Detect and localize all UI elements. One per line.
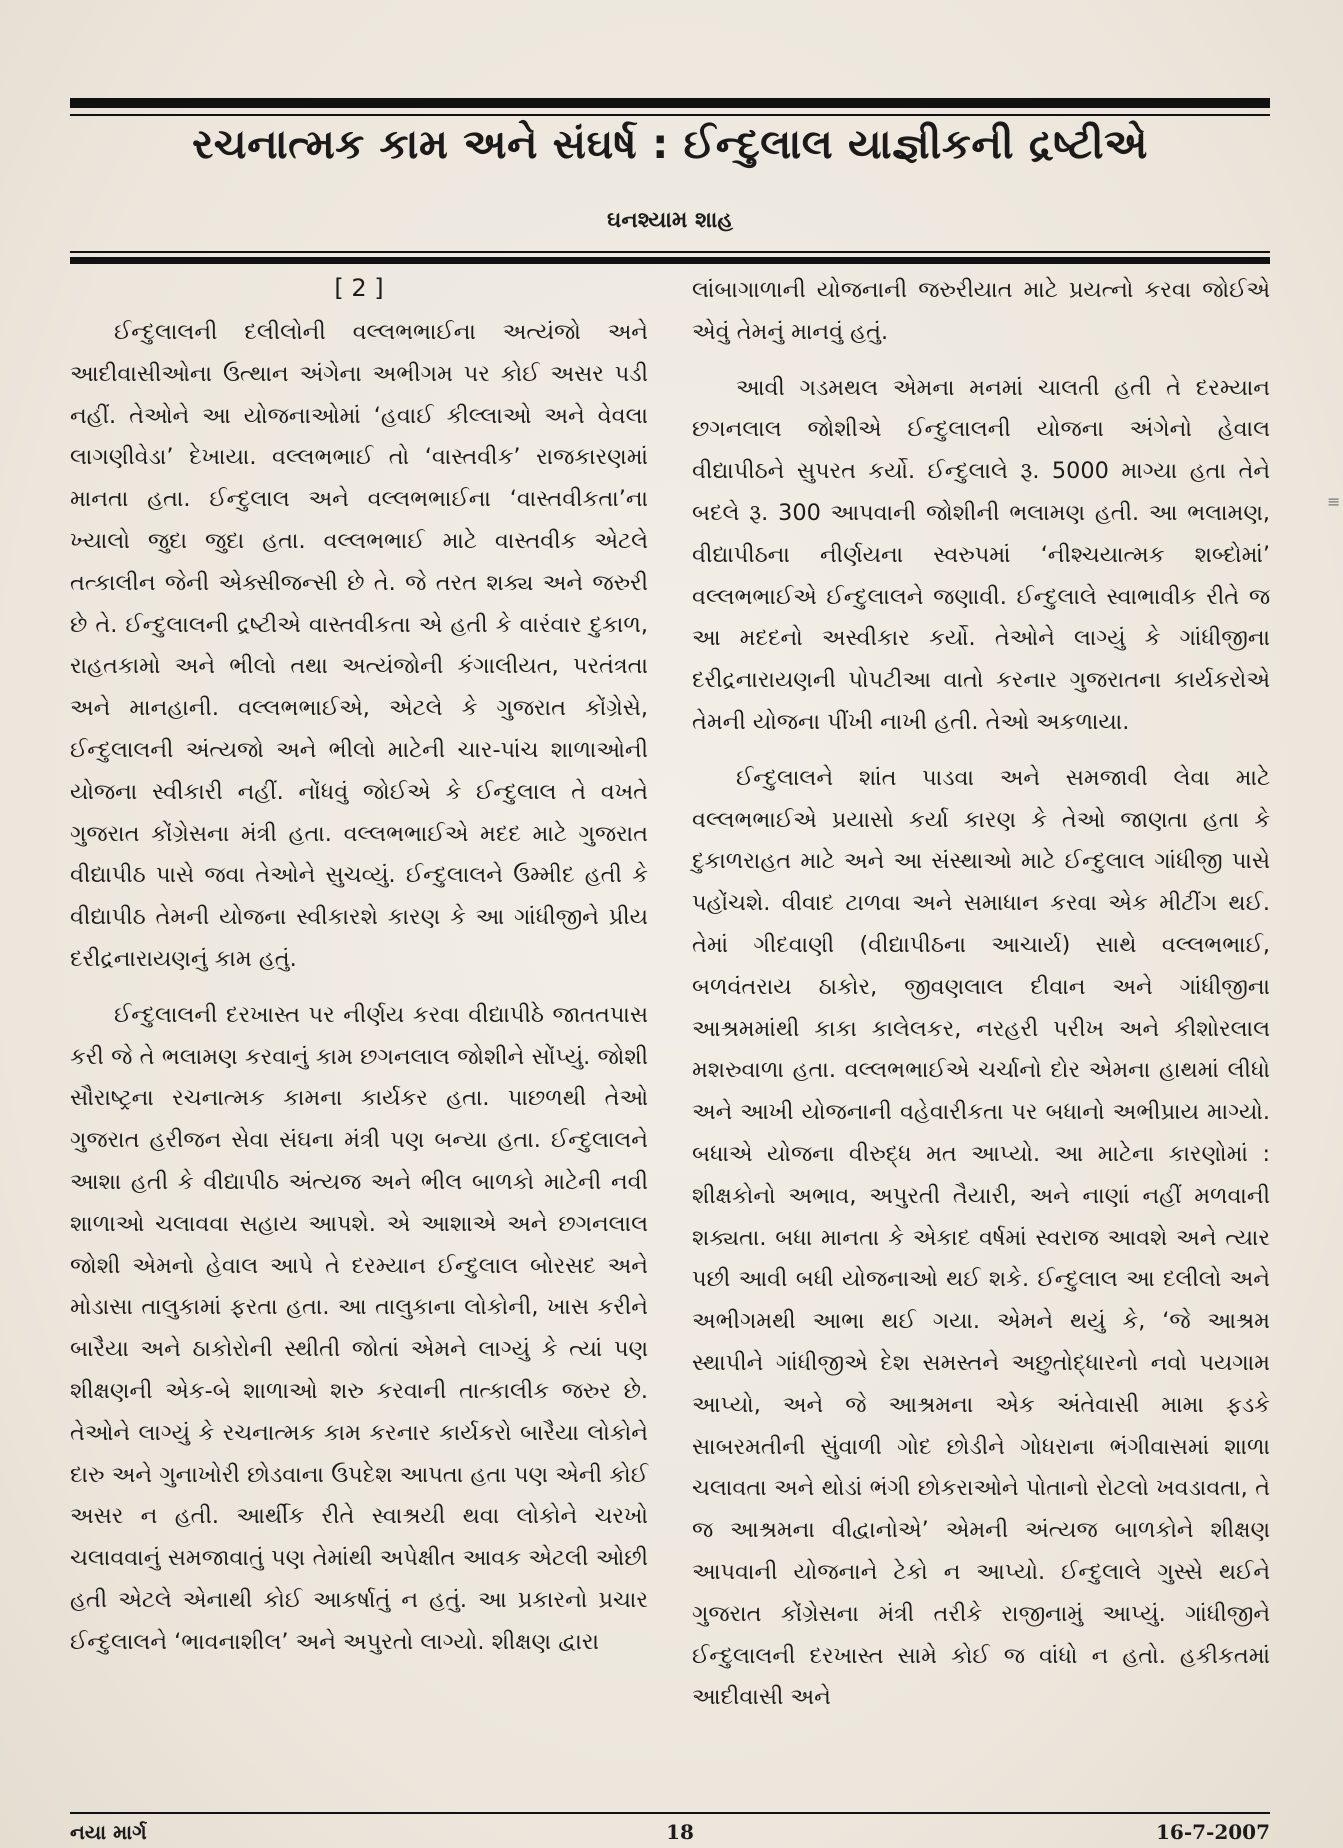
left-paragraph-1: ઈન્દુલાલની દલીલોની વલ્લભભાઈના અત્યંજો અને આદીવાસીઓના ઉત્થાન અંગેના અભીગમ પર કોઈ અસર પડી નહીં. તેઓને આ યોજનાઓમાં ‘હવાઈ કીલ્લાઓ અને વેવલા લાગણીવેડા’ દેખાયા. વલ્લભભાઈ તો ‘વાસ્તવીક’ રાજકારણમાં માનતા હતા. ઈન્દુલાલ અને વલ્લભભાઈના ‘વાસ્તવીકતા’ના ખ્યાલો જુદા જુદા હતા. વલ્લભભાઈ માટે વાસ્તવીક એટલે તત્કાલીન જેની એક્સીજન્સી છે તે. જે તરત શક્ય અને જરુરી છે તે. ઈન્દુલાલની દ્રષ્ટીએ વાસ્તવીકતા એ હતી કે વારંવાર દુકાળ, રાહતકામો અને ભીલો તથા અત્યંજોની કંગાલીયત, પરતંત્રતા અને માનહાની. વલ્લભભાઈએ, એટલે કે ગુજરાત કોંગ્રેસે, ઈન્દુલાલની અંત્યજો અને ભીલો માટેની ચાર-પાંચ શાળાઓની યોજના સ્વીકારી નહીં. નોંધવું જોઈએ કે ઈન્દુલાલ તે વખતે ગુજરાત કોંગ્રેસના મંત્રી હતા. વલ્લભભાઈએ મદદ માટે ગુજરાત વીદ્યાપીઠ પાસે જવા તેઓને સુચવ્યું. ઈન્દુલાલને ઉમ્મીદ હતી કે વીદ્યાપીઠ તેમની યોજના સ્વીકારશે કારણ કે આ ગાંધીજીને પ્રીય દરીદ્રનારાયણનું કામ હતું.	[70, 319, 648, 972]
right-column	[692, 270, 1270, 1733]
top-thin-rule	[70, 114, 1270, 116]
left-paragraph-2: ઈન્દુલાલની દરખાસ્ત પર નીર્ણય કરવા વીદ્યાપીઠે જાતતપાસ કરી જે તે ભલામણ કરવાનું કામ છગનલાલ જોશીને સોંપ્યું. જોશી સૌરાષ્ટ્રના રચનાત્મક કામના કાર્યકર હતા. પાછળથી તેઓ ગુજરાત હરીજન સેવા સંઘના મંત્રી પણ બન્યા હતા. ઈન્દુલાલને આશા હતી કે વીદ્યાપીઠ અંત્યજ અને ભીલ બાળકો માટેની નવી શાળાઓ ચલાવવા સહાય આપશે. એ આશાએ અને છગનલાલ જોશી એમનો હેવાલ આપે તે દરમ્યાન ઈન્દુલાલ બોરસદ અને મોડાસા તાલુકામાં ફરતા હતા. આ તાલુકાના લોકોની, ખાસ કરીને બારૈયા અને ઠાકોરોની સ્થીતી જોતાં એમને લાગ્યું કે ત્યાં પણ શીક્ષણની એક-બે શાળાઓ શરુ કરવાની તાત્કાલીક જરુર છે. તેઓને લાગ્યું કે રચનાત્મક કામ કરનાર કાર્યકરો બારૈયા લોકોને દારુ અને ગુનાખોરી છોડવાના ઉપદેશ આપતા હતા પણ એની કોઈ અસર ન હતી. આર્થીક રીતે સ્વાશ્રયી થવા લોકોને ચરખો ચલાવવાનું સમજાવાતું પણ તેમાંથી અપેક્ષીત આવક એટલી ઓછી હતી એટલે એનાથી કોઈ આકર્ષાતું ન હતું. આ પ્રકારનો પ્રચાર ઈન્દુલાલને ‘ભાવનાશીલ’ અને અપુરતો લાગ્યો. શીક્ષણ દ્વારા	[70, 1001, 648, 1655]
top-thick-rule	[70, 98, 1270, 108]
article-author: ઘનશ્યામ શાહ	[606, 208, 734, 233]
right-paragraph-3: ઈન્દુલાલને શાંત પાડવા અને સમજાવી લેવા માટે વલ્લભભાઈએ પ્રયાસો કર્યા કારણ કે તેઓ જાણતા હતા કે દુકાળરાહત માટે અને આ સંસ્થાઓ માટે ઈન્દુલાલ ગાંધીજી પાસે પહોંચશે. વીવાદ ટાળવા અને સમાધાન કરવા એક મીટીંગ થઈ. તેમાં ગીદવાણી (વીદ્યાપીઠના આચાર્ય) સાથે વલ્લભભાઈ, બળવંતરાય ઠાકોર, જીવણલાલ દીવાન અને ગાંધીજીના આશ્રમમાંથી કાકા કાલેલકર, નરહરી પરીખ અને કીશોરલાલ મશરુવાળા હતા. વલ્લભભાઈએ ચર્ચાનો દોર એમના હાથમાં લીધો અને આખી યોજનાની વહેવારીકતા પર બધાનો અભીપ્રાય માગ્યો. બધાએ યોજના વીરુદ્ધ મત આપ્યો. આ માટેના કારણોમાં : શીક્ષકોનો અભાવ, અપુરતી તૈયારી, અને નાણાં નહીં મળવાની શક્યતા. બધા માનતા કે એકાદ વર્ષમાં સ્વરાજ આવશે અને ત્યાર પછી આવી બધી યોજનાઓ થઈ શકે. ઈન્દુલાલ આ દલીલો અને અભીગમથી આભા થઈ ગયા. એમને થયું કે, ‘જે આશ્રમ સ્થાપીને ગાંધીજીએ દેશ સમસ્તને અછુતોદ્ધારનો નવો પયગામ આપ્યો, અને જે આશ્રમના એક અંતેવાસી મામા ફડકે સાબરમતીની સુંવાળી ગોદ છોડીને ગોધરાના ભંગીવાસમાં શાળા ચલાવતા અને થોડાં ભંગી છોકરાઓને પોતાનો રોટલો ખવડાવતા, તે જ આશ્રમના વીદ્વાનોએ’ એમની અંત્યજ બાળકોને શીક્ષણ આપવાની યોજનાને ટેકો ન આપ્યો. ઈન્દુલાલે ગુસ્સે થઈને ગુજરાત કોંગ્રેસના મંત્રી તરીકે રાજીનામું આપ્યું. ગાંધીજીને ઈન્દુલાલની દરખાસ્ત સામે કોઈ જ વાંધો ન હતો. હકીકતમાં આદીવાસી અને	[692, 764, 1270, 1711]
footer-rule	[70, 1812, 1270, 1814]
left-column	[70, 270, 648, 1678]
footer-page-number: 18	[666, 1820, 694, 1844]
footer-date: 16-7-2007	[1155, 1820, 1270, 1844]
scroll-marker-icon: ≡	[1327, 492, 1341, 511]
footer-publication: નયા માર્ગ	[70, 1820, 147, 1844]
right-paragraph-2: આવી ગડમથલ એમના મનમાં ચાલતી હતી તે દરમ્યાન છગનલાલ જોશીએ ઈન્દુલાલની યોજના અંગેનો હેવાલ વીદ્યાપીઠને સુપરત કર્યો. ઈન્દુલાલે રૂ. 5000 માગ્યા હતા તેને બદલે રૂ. 300 આપવાની જોશીની ભલામણ હતી. આ ભલામણ, વીદ્યાપીઠના નીર્ણયના સ્વરુપમાં ‘નીશ્ચયાત્મક શબ્દોમાં’ વલ્લભભાઈએ ઈન્દુલાલને જણાવી. ઈન્દુલાલે સ્વાભાવીક રીતે જ આ મદદનો અસ્વીકાર કર્યો. તેઓને લાગ્યું કે ગાંધીજીના દરીદ્રનારાયણની પોપટીઆ વાતો કરનાર ગુજરાતના કાર્યકરોએ તેમની યોજના પીંખી નાખી હતી. તેઓ અકળાયા.	[692, 374, 1270, 735]
section-number: [ 2 ]	[334, 274, 384, 302]
right-paragraph-1: લાંબાગાળાની યોજનાની જરુરીયાત માટે પ્રયત્નો કરવા જોઈએ એવું તેમનું માનવું હતું.	[692, 277, 1270, 345]
header-thick-rule	[70, 257, 1270, 264]
article-title: રચનાત્મક કામ અને સંઘર્ષ : ઈન્દુલાલ યાજ્ઞીકની દ્રષ્ટીએ	[192, 120, 1148, 168]
header-thin-rule	[70, 251, 1270, 253]
